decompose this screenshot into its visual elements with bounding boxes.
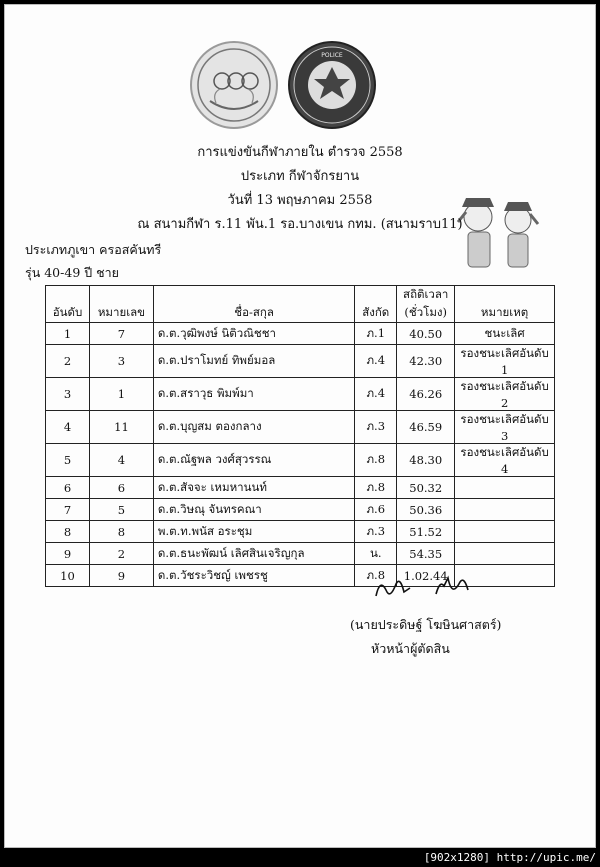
bib-cell: 11 (89, 411, 153, 444)
document-page (4, 4, 596, 848)
rank-cell: 10 (46, 565, 90, 587)
time-cell: 42.30 (397, 345, 455, 378)
sports-emblem-icon (192, 43, 276, 127)
age-group: รุ่น 40-49 ปี ชาย (25, 265, 119, 280)
bib-cell: 3 (89, 345, 153, 378)
time-cell: 54.35 (397, 543, 455, 565)
note-cell: รองชนะเลิศอันดับ 2 (455, 378, 555, 411)
unit-cell: ภ.8 (355, 444, 397, 477)
table-row (46, 323, 555, 345)
time-cell: 1.02.44 (397, 565, 455, 587)
competition-title: การแข่งขันกีฬาภายใน ตำรวจ 2558 (197, 145, 403, 160)
name-cell: ด.ต.วัชระวิชญ์ เพชรชู (153, 565, 354, 587)
time-cell: 40.50 (397, 323, 455, 345)
rank-cell: 1 (46, 323, 90, 345)
note-cell: รองชนะเลิศอันดับ 4 (455, 444, 555, 477)
note-cell: รองชนะเลิศอันดับ 1 (455, 345, 555, 378)
bib-cell: 6 (89, 477, 153, 499)
table-row (46, 444, 555, 477)
unit-cell: ภ.6 (355, 499, 397, 521)
sport-type: ประเภท กีฬาจักรยาน (240, 169, 360, 184)
signer-name: (นายประดิษฐ์ โฆษินศาสตร์) (350, 617, 502, 632)
police-emblem-icon (290, 43, 374, 127)
results-table (45, 285, 555, 587)
table-row (46, 543, 555, 565)
name-cell: ด.ต.สัจจะ เหมหานนท์ (153, 477, 354, 499)
svg-text:POLICE: POLICE (321, 52, 343, 59)
unit-header: สังกัด (355, 286, 397, 323)
rank-cell: 9 (46, 543, 90, 565)
name-cell: ด.ต.ปราโมทย์ ทิพย์มอล (153, 345, 354, 378)
unit-cell: ภ.8 (355, 565, 397, 587)
name-cell: ด.ต.ณัฐพล วงศ์สุวรรณ (153, 444, 354, 477)
bib-cell: 1 (89, 378, 153, 411)
image-host-footer (0, 849, 600, 867)
name-header: ชื่อ-สกุล (153, 286, 354, 323)
time-cell: 51.52 (397, 521, 455, 543)
name-cell: ด.ต.วิษณุ จันทรคณา (153, 499, 354, 521)
note-cell (455, 477, 555, 499)
table-row (46, 477, 555, 499)
unit-cell: ภ.1 (355, 323, 397, 345)
bib-cell: 7 (89, 323, 153, 345)
unit-cell: ภ.4 (355, 378, 397, 411)
unit-cell: ภ.8 (355, 477, 397, 499)
bib-header: หมายเลข (89, 286, 153, 323)
signer-title: หัวหน้าผู้ตัดสิน (371, 641, 450, 656)
signature-icon (370, 570, 480, 605)
sports-emblem-logo (190, 41, 278, 129)
time-cell: 50.36 (397, 499, 455, 521)
table-row (46, 499, 555, 521)
time-cell: 46.59 (397, 411, 455, 444)
table-header-row (46, 286, 555, 323)
name-cell: ด.ต.วุฒิพงษ์ นิติวณิชชา (153, 323, 354, 345)
race-category: ประเภทภูเขา ครอสคันทรี (25, 242, 162, 257)
event-date: วันที่ 13 พฤษภาคม 2558 (227, 193, 373, 208)
rank-cell: 5 (46, 444, 90, 477)
unit-cell: ภ.3 (355, 411, 397, 444)
bib-cell: 8 (89, 521, 153, 543)
note-cell: รองชนะเลิศอันดับ 3 (455, 411, 555, 444)
note-cell (455, 521, 555, 543)
bib-cell: 5 (89, 499, 153, 521)
name-cell: ด.ต.สราวุธ พิมพ์มา (153, 378, 354, 411)
unit-cell: ภ.4 (355, 345, 397, 378)
unit-cell: ภ.3 (355, 521, 397, 543)
name-cell: ด.ต.ธนะพัฒน์ เลิศสินเจริญกุล (153, 543, 354, 565)
note-cell: ชนะเลิศ (455, 323, 555, 345)
table-row (46, 378, 555, 411)
table-row (46, 345, 555, 378)
bib-cell: 2 (89, 543, 153, 565)
royal-thai-police-logo (288, 41, 376, 129)
note-header: หมายเหตุ (455, 286, 555, 323)
rank-cell: 4 (46, 411, 90, 444)
time-cell: 50.32 (397, 477, 455, 499)
time-cell: 46.26 (397, 378, 455, 411)
rank-cell: 6 (46, 477, 90, 499)
rank-cell: 7 (46, 499, 90, 521)
time-header: สถิติเวลา (ชั่วโมง) (397, 286, 455, 323)
bib-cell: 4 (89, 444, 153, 477)
rank-cell: 8 (46, 521, 90, 543)
note-cell (455, 499, 555, 521)
unit-cell: น. (355, 543, 397, 565)
event-venue: ณ สนามกีฬา ร.11 พัน.1 รอ.บางเขน กทม. (สนามราบ11) (137, 217, 463, 232)
rank-cell: 2 (46, 345, 90, 378)
note-cell (455, 543, 555, 565)
rank-cell: 3 (46, 378, 90, 411)
bib-cell: 9 (89, 565, 153, 587)
time-cell: 48.30 (397, 444, 455, 477)
handwritten-signature (370, 570, 480, 605)
name-cell: ด.ต.บุญสม ตองกลาง (153, 411, 354, 444)
image-host-watermark[interactable]: [902x1280] http://upic.me/ (423, 851, 596, 864)
table-row (46, 411, 555, 444)
name-cell: พ.ต.ท.พนัส อระชุม (153, 521, 354, 543)
rank-header: อันดับ (46, 286, 90, 323)
table-row (46, 521, 555, 543)
